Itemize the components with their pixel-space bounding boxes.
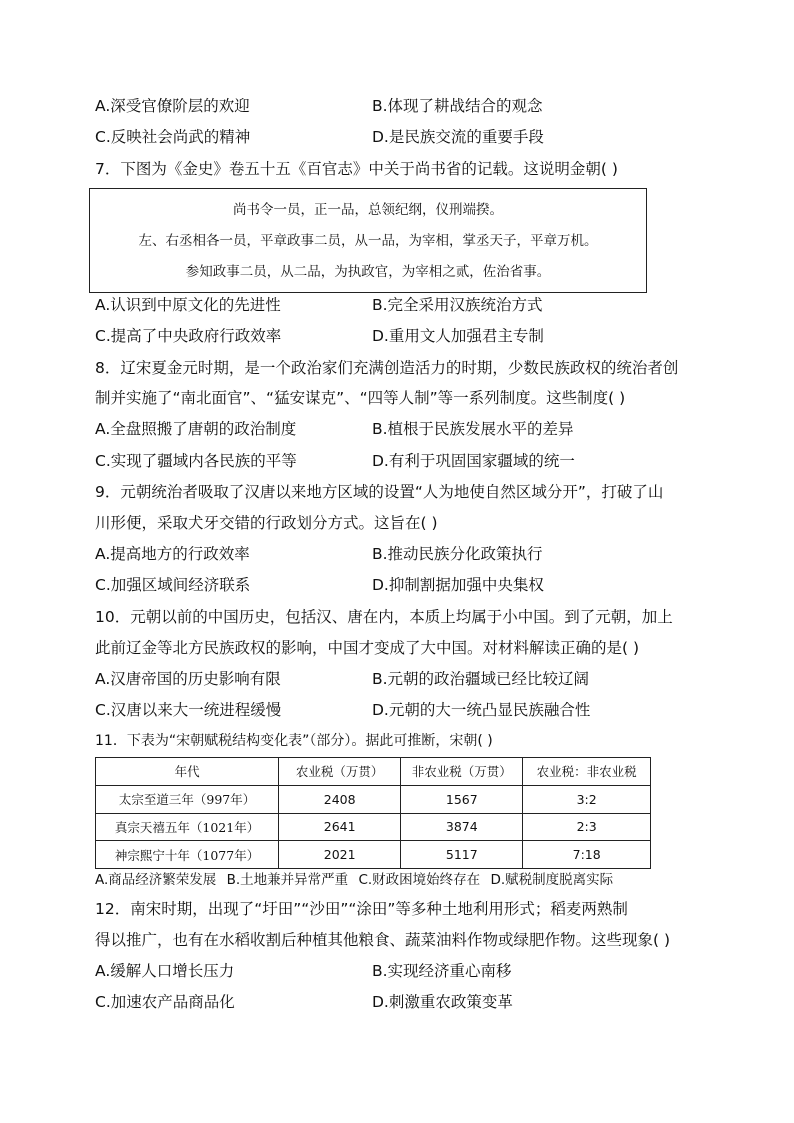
table-row — [96, 841, 651, 869]
table-cell: 真宗天禧五年（1021年） — [96, 813, 279, 841]
table-cell: 2641 — [279, 813, 401, 841]
q11-option-c: C.财政困境始终存在 — [358, 872, 481, 888]
q12-stem-line-1: 12．南宋时期，出现了“圩田”“沙田”“涂田”等多种土地利用形式；稻麦两熟制 — [95, 900, 628, 918]
q10-option-b: B.元朝的政治疆域已经比较辽阔 — [372, 670, 590, 688]
q12-option-c: C.加速农产品商品化 — [95, 993, 235, 1011]
q8-stem-line-2: 制并实施了“南北面官”、“猛安谋克”、“四等人制”等一系列制度。这些制度( ) — [95, 389, 626, 407]
q7-option-a: A.认识到中原文化的先进性 — [95, 296, 281, 314]
q7-stem: 7．下图为《金史》卷五十五《百官志》中关于尚书省的记载。这说明金朝( ) — [95, 160, 618, 178]
q10-option-a: A.汉唐帝国的历史影响有限 — [95, 670, 281, 688]
table-cell: 2408 — [279, 785, 401, 813]
table-row — [96, 813, 651, 841]
q12-option-b: B.实现经济重心南移 — [372, 962, 512, 980]
q8-stem-line-1: 8．辽宋夏金元时期，是一个政治家们充满创造活力的时期，少数民族政权的统治者创 — [95, 359, 679, 377]
table-cell: 3:2 — [523, 785, 651, 813]
table-cell: 5117 — [401, 841, 523, 869]
q11-stem: 11．下表为“宋朝赋税结构变化表”（部分）。据此可推断，宋朝( ) — [95, 733, 493, 749]
q6-option-b: B.体现了耕战结合的观念 — [372, 97, 543, 115]
table-cell: 7:18 — [523, 841, 651, 869]
table-cell: 3874 — [401, 813, 523, 841]
q12-option-d: D.刺激重农政策变革 — [372, 993, 513, 1011]
table-cell: 2021 — [279, 841, 401, 869]
table-header-cell: 年代 — [96, 758, 279, 786]
q7-excerpt-line-1: 尚书令一员，正一品，总领纪纲，仪刑端揆。 — [233, 202, 503, 218]
q9-option-c: C.加强区域间经济联系 — [95, 576, 251, 594]
q8-option-d: D.有利于巩固国家疆域的统一 — [372, 452, 575, 470]
q12-option-a: A.缓解人口增长压力 — [95, 962, 235, 980]
q10-stem-line-1: 10．元朝以前的中国历史，包括汉、唐在内，本质上均属于小中国。到了元朝，加上 — [95, 608, 673, 626]
q6-option-a: A.深受官僚阶层的欢迎 — [95, 97, 250, 115]
q12-stem-line-2: 得以推广，也有在水稻收割后种植其他粮食、蔬菜油料作物或绿肥作物。这些现象( ) — [95, 931, 671, 949]
table-cell: 神宗熙宁十年（1077年） — [96, 841, 279, 869]
q6-option-c: C.反映社会尚武的精神 — [95, 128, 251, 146]
q10-option-c: C.汉唐以来大一统进程缓慢 — [95, 701, 282, 719]
table-cell: 2:3 — [523, 813, 651, 841]
q9-option-b: B.推动民族分化政策执行 — [372, 545, 543, 563]
q10-stem-line-2: 此前辽金等北方民族政权的影响，中国才变成了大中国。对材料解读正确的是( ) — [95, 639, 640, 657]
q7-excerpt-line-3: 参知政事二员，从二品，为执政官，为宰相之贰，佐治省事。 — [185, 264, 551, 280]
q8-option-b: B.植根于民族发展水平的差异 — [372, 420, 574, 438]
tax-structure-table — [95, 757, 651, 869]
table-row — [96, 785, 651, 813]
q9-stem-line-1: 9．元朝统治者吸取了汉唐以来地方区域的设置“人为地使自然区域分开”，打破了山 — [95, 483, 664, 501]
q9-stem-line-2: 川形便，采取犬牙交错的行政划分方式。这旨在( ) — [95, 514, 438, 532]
table-header-cell: 非农业税（万贯） — [401, 758, 523, 786]
q6-option-d: D.是民族交流的重要手段 — [372, 128, 544, 146]
q9-option-d: D.抑制割据加强中央集权 — [372, 576, 544, 594]
q7-excerpt-box — [89, 188, 647, 293]
q11-option-a: A.商品经济繁荣发展 — [95, 872, 217, 888]
table-cell: 太宗至道三年（997年） — [96, 785, 279, 813]
q11-option-d: D.赋税制度脱离实际 — [490, 872, 614, 888]
table-cell: 1567 — [401, 785, 523, 813]
q7-option-b: B.完全采用汉族统治方式 — [372, 296, 543, 314]
table-header-cell: 农业税（万贯） — [279, 758, 401, 786]
q7-option-d: D.重用文人加强君主专制 — [372, 327, 544, 345]
q8-option-a: A.全盘照搬了唐朝的政治制度 — [95, 420, 297, 438]
q11-option-b: B.土地兼并异常严重 — [226, 872, 349, 888]
q9-option-a: A.提高地方的行政效率 — [95, 545, 250, 563]
table-header-row — [96, 758, 651, 786]
table-header-cell: 农业税：非农业税 — [523, 758, 651, 786]
q10-option-d: D.元朝的大一统凸显民族融合性 — [372, 701, 591, 719]
q11-options — [95, 870, 619, 890]
q7-option-c: C.提高了中央政府行政效率 — [95, 327, 282, 345]
q7-excerpt-line-2: 左、右丞相各一员，平章政事二员，从一品，为宰相，掌丞天子，平章万机。 — [138, 233, 598, 249]
q8-option-c: C.实现了疆域内各民族的平等 — [95, 452, 297, 470]
